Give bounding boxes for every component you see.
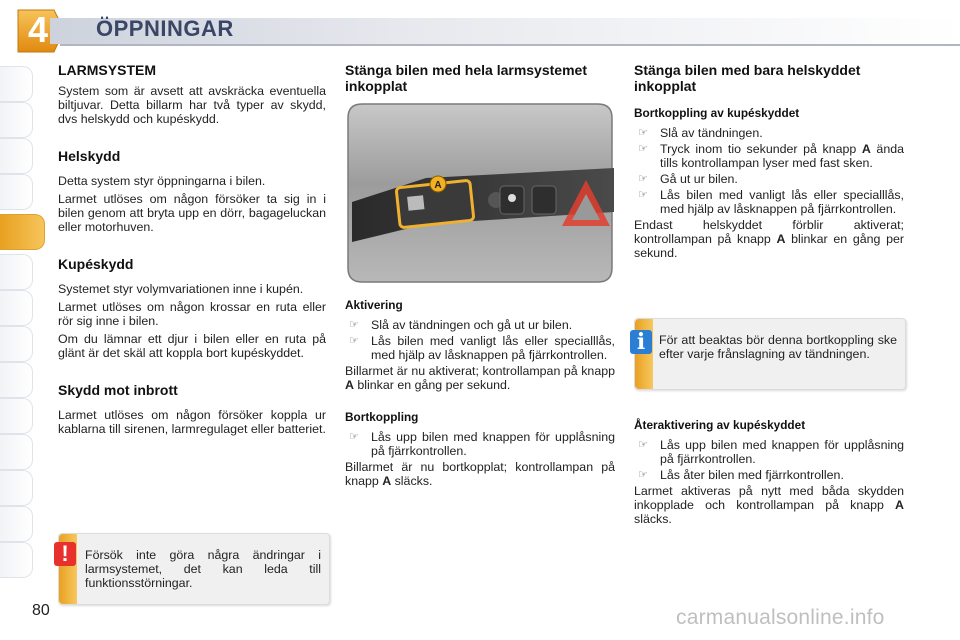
pointing-hand-icon: ☞ <box>638 127 648 139</box>
paragraph: System som är avsett att avskräcka eventuella biltjuvar. Detta billarm har två typer av skydd, dvs helskydd och kupéskydd. <box>58 84 326 126</box>
paragraph: Billarmet är nu bortkopplat; kontrollampan på knapp A släcks. <box>345 460 615 488</box>
paragraph: Larmet utlöses om någon krossar en ruta eller rör sig inne i bilen. <box>58 300 326 328</box>
section-title-kupeskydd: Kupéskydd <box>58 256 134 272</box>
side-tab-3[interactable] <box>0 138 33 174</box>
paragraph: Larmet utlöses om någon försöker ta sig in i bilen genom att bryta upp en dörr, bagageluckan eller motorhuven. <box>58 192 326 234</box>
list-item: ☞ Tryck inom tio sekunder på knapp A ända tills kontrollampan lyser med fast sken. <box>638 142 904 170</box>
side-tab-14[interactable] <box>0 542 33 578</box>
pointing-hand-icon: ☞ <box>349 319 359 331</box>
paragraph: Detta system styr öppningarna i bilen. <box>58 174 266 188</box>
section-title-skydd-mot-inbrott: Skydd mot inbrott <box>58 382 178 398</box>
paragraph: Om du lämnar ett djur i bilen eller en ruta på glänt är det skäl att koppla bort kupéskyddet. <box>58 332 326 360</box>
side-tab-8[interactable] <box>0 326 33 362</box>
exclamation-icon: ! <box>54 542 76 566</box>
paragraph: Larmet aktiveras på nytt med båda skydden inkopplade och kontrollampan på knapp A släcks. <box>634 484 904 526</box>
paragraph: Systemet styr volymvariationen inne i kupén. <box>58 282 304 296</box>
left-column <box>58 62 326 436</box>
side-tab-12[interactable] <box>0 470 33 506</box>
right-column <box>634 62 904 260</box>
bortkoppling-kupeskydd-title: Bortkoppling av kupéskyddet <box>634 106 800 120</box>
side-tab-1[interactable] <box>0 66 33 102</box>
list-item: ☞ Lås upp bilen med knappen för upplåsning på fjärrkontrollen. <box>349 430 615 458</box>
chapter-number: 4 <box>27 9 49 50</box>
list-item: ☞ Slå av tändningen och gå ut ur bilen. <box>349 318 573 332</box>
side-tab-active[interactable] <box>0 214 45 250</box>
pointing-hand-icon: ☞ <box>638 173 648 185</box>
info-icon: i <box>630 330 652 354</box>
side-tab-13[interactable] <box>0 506 33 542</box>
page-number: 80 <box>32 602 50 619</box>
alarm-button-photo <box>346 102 614 284</box>
section-title-hela-larmsystemet: Stänga bilen med hela larmsystemet inkopplat <box>345 62 587 94</box>
watermark: carmanualsonline.info <box>676 606 885 629</box>
side-tab-10[interactable] <box>0 398 33 434</box>
middle-column-header <box>345 62 615 94</box>
list-item: ☞ Lås bilen med vanligt lås eller specialllås, med hjälp av låsknappen på fjärrkontrollen. <box>638 188 904 216</box>
pointing-hand-icon: ☞ <box>638 143 648 155</box>
side-tab-7[interactable] <box>0 290 33 326</box>
info-note <box>634 318 906 390</box>
section-title-helskydd: Helskydd <box>58 148 121 164</box>
middle-column <box>345 298 615 488</box>
pointing-hand-icon: ☞ <box>349 431 359 443</box>
info-note-text: För att beaktas bör denna bortkoppling ske efter varje frånslagning av tändningen. <box>659 333 897 361</box>
pointing-hand-icon: ☞ <box>638 189 648 201</box>
list-item: ☞ Gå ut ur bilen. <box>638 172 738 186</box>
warning-note-text: Försök inte göra några ändringar i larmsystemet, det kan leda till funktionsstörningar. <box>85 548 321 590</box>
bortkoppling-title: Bortkoppling <box>345 410 419 424</box>
paragraph: Billarmet är nu aktiverat; kontrollampan på knapp A blinkar en gång per sekund. <box>345 364 615 392</box>
right-column-lower <box>634 418 904 526</box>
photo-label-a: A <box>434 180 442 191</box>
side-tab-9[interactable] <box>0 362 33 398</box>
paragraph: Endast helskyddet förblir aktiverat; kontrollampan på knapp A blinkar en gång per sekund. <box>634 218 904 260</box>
side-tab-4[interactable] <box>0 174 33 210</box>
page-title: ÖPPNINGAR <box>96 16 234 41</box>
list-item: ☞ Lås åter bilen med fjärrkontrollen. <box>638 468 844 482</box>
paragraph: Larmet utlöses om någon försöker koppla ur kablarna till sirenen, larmregulaget eller batteriet. <box>58 408 326 436</box>
header-rule <box>60 44 960 46</box>
pointing-hand-icon: ☞ <box>638 469 648 481</box>
list-item: ☞ Lås bilen med vanligt lås eller specialllås, med hjälp av låsknappen på fjärrkontrollen. <box>349 334 615 362</box>
side-tab-2[interactable] <box>0 102 33 138</box>
section-title-bara-helskyddet: Stänga bilen med bara helskyddet inkopplat <box>634 62 861 94</box>
pointing-hand-icon: ☞ <box>638 439 648 451</box>
pointing-hand-icon: ☞ <box>349 335 359 347</box>
side-tab-6[interactable] <box>0 254 33 290</box>
section-title-larmsystem: LARMSYSTEM <box>58 62 156 78</box>
warning-note <box>58 533 330 605</box>
list-item: ☞ Lås upp bilen med knappen för upplåsning på fjärrkontrollen. <box>638 438 904 466</box>
side-tab-11[interactable] <box>0 434 33 470</box>
list-item: ☞ Slå av tändningen. <box>638 126 763 140</box>
ateraktivering-title: Återaktivering av kupéskyddet <box>634 418 806 432</box>
aktivering-title: Aktivering <box>345 298 403 312</box>
